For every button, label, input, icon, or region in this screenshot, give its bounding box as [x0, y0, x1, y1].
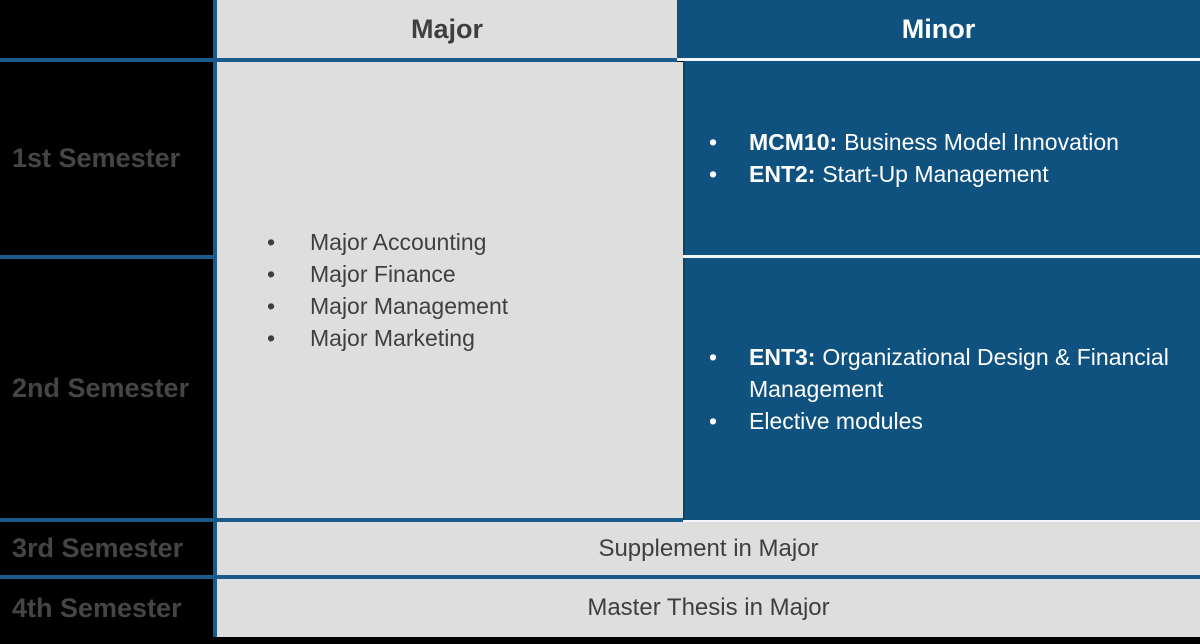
major-column-header: [217, 0, 677, 58]
list-item: [709, 405, 1186, 437]
list-item: [709, 126, 1119, 158]
bullet-icon: •: [709, 161, 718, 187]
bullet-icon: •: [267, 293, 276, 319]
list-item: [267, 226, 508, 258]
bullet-icon: •: [267, 229, 276, 255]
minor-semester1-list: [685, 126, 1119, 190]
bullet-icon: •: [709, 408, 718, 434]
module-title: Organizational Design & Financial Management: [749, 344, 1169, 402]
major-item-label: Major Accounting: [310, 229, 487, 255]
minor-header-separator: [677, 58, 1200, 61]
master-thesis-row-cell: [217, 579, 1200, 637]
semester-4-label: 4th Semester: [12, 592, 182, 623]
list-item: [267, 258, 508, 290]
master-thesis-label: Master Thesis in Major: [587, 594, 830, 621]
bullet-icon: •: [709, 344, 718, 370]
major-header-label: Major: [410, 13, 483, 44]
supplement-label: Supplement in Major: [598, 534, 819, 562]
module-entry: [749, 405, 923, 437]
module-title: Elective modules: [749, 408, 923, 434]
list-item: [267, 322, 508, 354]
sem2-sem3-divider: [0, 518, 683, 522]
semester-1-label: 1st Semester: [12, 143, 181, 173]
row-label-3rd-semester: [12, 522, 207, 575]
module-title: Start-Up Management: [822, 161, 1049, 187]
module-entry: [749, 158, 1049, 190]
major-options-list: [217, 226, 508, 354]
sem1-sem2-divider-left: [0, 255, 213, 259]
module-code: MCM10:: [749, 129, 838, 155]
module-code: ENT3:: [749, 344, 816, 370]
vertical-divider: [213, 0, 217, 637]
module-title: Business Model Innovation: [844, 129, 1119, 155]
row-label-2nd-semester: [12, 259, 207, 518]
minor-column-header: [677, 0, 1200, 58]
major-item-label: Major Marketing: [310, 325, 475, 351]
minor-header-label: Minor: [901, 13, 976, 44]
bullet-icon: •: [709, 129, 718, 155]
bullet-icon: •: [267, 325, 276, 351]
bullet-icon: •: [267, 261, 276, 287]
semester-3-label: 3rd Semester: [12, 533, 184, 563]
minor-semester2-cell: [683, 258, 1200, 520]
row-label-1st-semester: [12, 62, 207, 255]
minor-semester1-cell: [683, 61, 1200, 255]
supplement-row-cell: [217, 522, 1200, 575]
minor-bottom-separator: [683, 520, 1200, 522]
sem3-sem4-divider: [0, 575, 1200, 579]
major-item-label: Major Finance: [310, 261, 456, 287]
minor-sem1-sem2-separator: [683, 255, 1200, 258]
module-entry: [749, 341, 1186, 405]
module-entry: [749, 126, 1119, 158]
major-item-label: Major Management: [310, 293, 509, 319]
minor-semester2-list: [685, 341, 1186, 437]
module-code: ENT2:: [749, 161, 816, 187]
list-item: [709, 158, 1119, 190]
header-divider: [0, 58, 677, 62]
major-options-cell: [217, 62, 683, 518]
semester-2-label: 2nd Semester: [12, 373, 190, 403]
list-item: [709, 341, 1186, 405]
list-item: [267, 290, 508, 322]
row-label-4th-semester: [12, 579, 207, 637]
